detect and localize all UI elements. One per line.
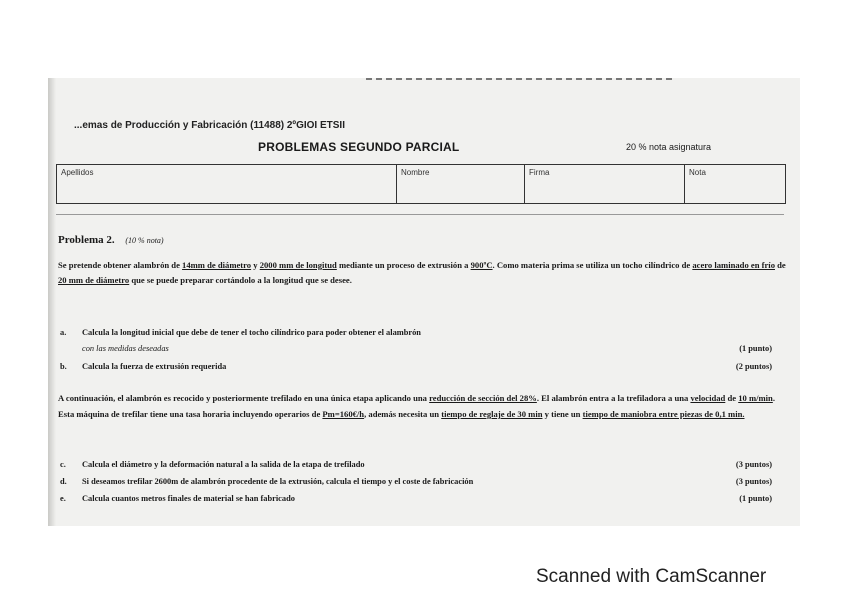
cont-underlined: tiempo de reglaje de 30 min (441, 409, 543, 419)
cont-underlined: tiempo de maniobra entre piezas de 0,1 min. (582, 409, 745, 419)
cont-text: , además necesita un (364, 409, 442, 419)
intro-underlined: 20 mm de diámetro (58, 275, 130, 285)
question-a (58, 328, 786, 337)
page-edge-shadow (48, 78, 56, 526)
cont-text: y tiene un (542, 409, 583, 419)
intro-underlined: 14mm de diámetro (182, 260, 252, 270)
question-label: e. (60, 494, 66, 503)
question-label: a. (60, 328, 67, 337)
question-text: Calcula la longitud inicial que debe de tener el tocho cilíndrico para poder obtener el alambrón (82, 328, 421, 337)
problem-weight: (10 % nota) (125, 236, 164, 245)
question-text: Calcula la fuerza de extrusión requerida (82, 362, 227, 371)
question-text: con las medidas deseadas (82, 344, 169, 353)
question-a-cont (58, 344, 786, 353)
apellidos-cell (57, 165, 397, 203)
firma-cell (525, 165, 685, 203)
cont-underlined: reducción de sección del 28% (429, 393, 537, 403)
top-dotted-line (366, 78, 672, 80)
camscanner-watermark: Scanned with CamScanner (536, 566, 767, 587)
question-label: c. (60, 460, 66, 469)
cont-text: A continuación, el alambrón es recocido y posteriormente trefilado en una única etapa aplicando una (58, 393, 430, 403)
question-text: Calcula el diámetro y la deformación natural a la salida de la etapa de trefilado (82, 460, 365, 469)
course-header: ...emas de Producción y Fabricación (11488) 2ºGIOI ETSII (74, 120, 345, 131)
scanned-page (48, 78, 800, 526)
intro-underlined: 900ºC (470, 260, 493, 270)
cont-underlined: 10 m/min (738, 393, 773, 403)
question-e (58, 494, 786, 503)
divider (56, 214, 784, 215)
question-points: (1 punto) (739, 344, 772, 353)
intro-underlined: acero laminado en frío (692, 260, 775, 270)
nombre-label: Nombre (401, 168, 430, 177)
question-c (58, 460, 786, 469)
apellidos-label: Apellidos (61, 168, 94, 177)
problem-intro (58, 258, 788, 288)
question-text: Si deseamos trefilar 2600m de alambrón procedente de la extrusión, calcula el tiempo y el coste de fabricación (82, 477, 474, 486)
question-points: (3 puntos) (735, 460, 772, 469)
continuation-text (58, 390, 788, 422)
question-label: d. (60, 477, 67, 486)
nombre-cell (397, 165, 525, 203)
firma-label: Firma (529, 168, 550, 177)
question-b (58, 362, 786, 371)
question-label: b. (60, 362, 67, 371)
cont-text: de (725, 393, 739, 403)
page-title: PROBLEMAS SEGUNDO PARCIAL (258, 140, 460, 154)
intro-underlined: 2000 mm de longitud (259, 260, 337, 270)
intro-text: mediante un proceso de extrusión a (336, 260, 471, 270)
nota-cell (685, 165, 785, 203)
weight-note: 20 % nota asignatura (626, 142, 712, 152)
intro-text: de (775, 260, 786, 270)
nota-label: Nota (689, 168, 706, 177)
cont-underlined: velocidad (690, 393, 726, 403)
intro-text: y (251, 260, 260, 270)
intro-text: . Como materia prima se utiliza un tocho cilíndrico de (492, 260, 693, 270)
question-points: (2 puntos) (735, 362, 772, 371)
cont-underlined: Pm=160€/h (322, 409, 365, 419)
question-d (58, 477, 786, 486)
question-points: (3 puntos) (735, 477, 772, 486)
intro-text: que se puede preparar cortándolo a la longitud que se desee. (129, 275, 352, 285)
cont-text: . El alambrón entra a la trefiladora a una (536, 393, 691, 403)
problem-heading (58, 234, 164, 246)
question-text: Calcula cuantos metros finales de material se han fabricado (82, 494, 295, 503)
question-points: (1 punto) (739, 494, 772, 503)
cont-text: . Esta máquina de trefilar tiene una tasa horaria incluyendo operarios de (58, 393, 775, 419)
intro-text: Se pretende obtener alambrón de (58, 260, 183, 270)
problem-number: Problema 2. (58, 234, 115, 246)
student-id-table (56, 164, 786, 204)
